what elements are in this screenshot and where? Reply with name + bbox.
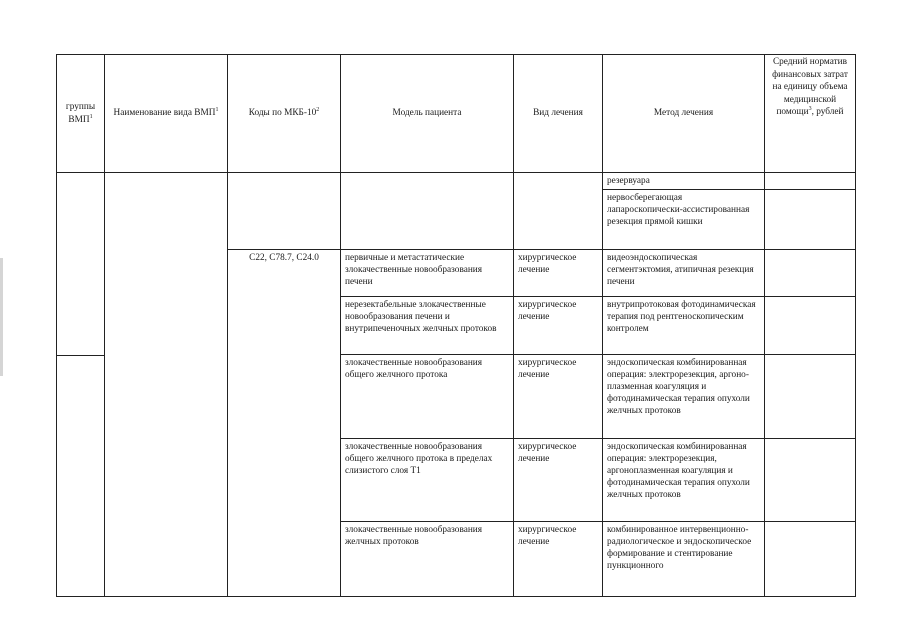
header-name: Наименование вида ВМП$^1$ <box>105 55 228 173</box>
cell-cost <box>765 297 856 355</box>
group-divider-line <box>57 355 105 356</box>
cell-method: комбинированное интервенционно-радиологическое и эндоскопическое формирование и стентирование пункционного <box>603 522 765 597</box>
cell-cost <box>765 522 856 597</box>
header-treatment: Вид лечения <box>514 55 603 173</box>
cell-treatment: хирургическое лечение <box>514 439 603 522</box>
header-codes: Коды по МКБ-$10^2$ <box>228 55 341 173</box>
cell-cost <box>765 355 856 439</box>
cell-model: злокачественные новообразования общего желчного протока в пределах слизистого слоя T1 <box>341 439 514 522</box>
cell-model: злокачественные новообразования желчных протоков <box>341 522 514 597</box>
cell-treatment <box>514 173 603 250</box>
cell-treatment: хирургическое лечение <box>514 297 603 355</box>
cell-model: нерезектабельные злокачественные новообразования печени и внутрипеченочных желчных протоков <box>341 297 514 355</box>
vmp-table <box>56 54 856 597</box>
cell-name <box>105 173 228 597</box>
cell-cost <box>765 190 856 250</box>
header-row <box>57 55 856 173</box>
cell-treatment: хирургическое лечение <box>514 250 603 297</box>
cell-treatment: хирургическое лечение <box>514 355 603 439</box>
cell-codes <box>228 173 341 250</box>
cell-method: видеоэндоскопическая сегментэктомия, атипичная резекция печени <box>603 250 765 297</box>
cell-method: нервосберегающая лапароскопически-ассистированная резекция прямой кишки <box>603 190 765 250</box>
header-method: Метод лечения <box>603 55 765 173</box>
cell-treatment: хирургическое лечение <box>514 522 603 597</box>
cell-method: резервуара <box>603 173 765 190</box>
cell-model <box>341 173 514 250</box>
cell-group <box>57 173 105 597</box>
table-row <box>57 173 856 190</box>
scan-edge-mark <box>0 258 3 376</box>
cell-cost <box>765 250 856 297</box>
header-group: группы ВМП$^1$ <box>57 55 105 173</box>
cell-method: эндоскопическая комбинированная операция: электрорезекция, аргоно-плазменная коагуляция и фотодинамическая терапия опухоли желчных протоков <box>603 355 765 439</box>
cell-method: эндоскопическая комбинированная операция: электрорезекция, аргоноплазменная коагуляция и фотодинамическая терапия опухоли желчных протоков <box>603 439 765 522</box>
cell-cost <box>765 439 856 522</box>
cell-codes: C22, C78.7, C24.0 <box>228 250 341 597</box>
cell-cost <box>765 173 856 190</box>
cell-method: внутрипротоковая фотодинамическая терапия под рентгеноскопическим контролем <box>603 297 765 355</box>
header-model: Модель пациента <box>341 55 514 173</box>
header-cost: Средний норматив финансовых затрат на единицу объема медицинской помощи$^3$, рублей <box>765 55 856 173</box>
cell-model: первичные и метастатические злокачественные новообразования печени <box>341 250 514 297</box>
cell-model: злокачественные новообразования общего желчного протока <box>341 355 514 439</box>
